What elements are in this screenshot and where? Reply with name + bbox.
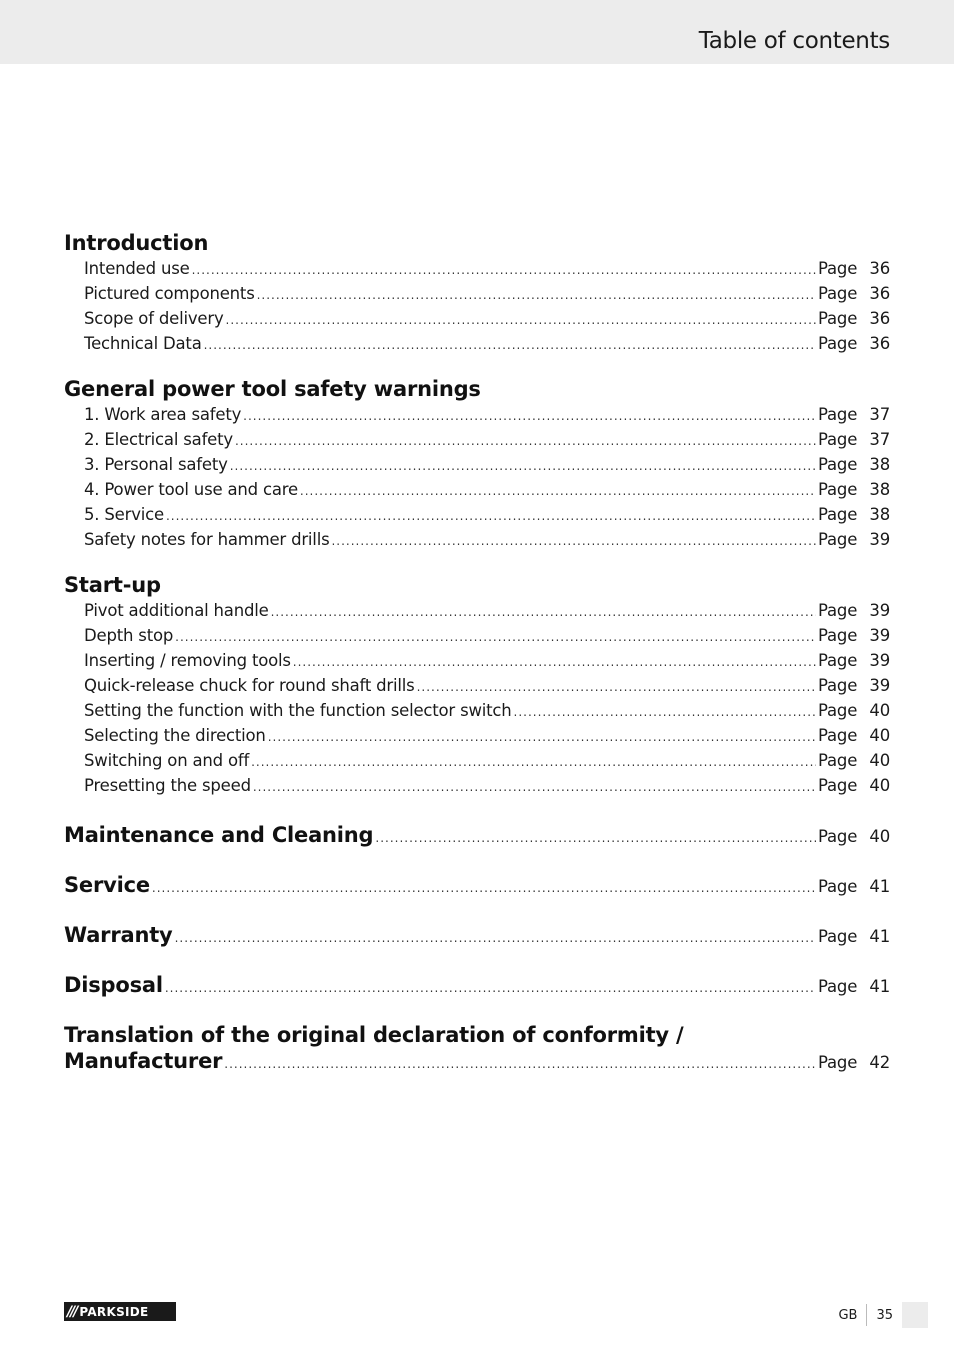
dot-leader	[175, 913, 816, 963]
toc-entry-maintenance[interactable]	[64, 810, 890, 860]
spacer	[64, 552, 890, 572]
page-ref: Page 41	[818, 877, 890, 896]
page-ref: Page 41	[818, 977, 890, 996]
toc-entry-label: Service	[64, 873, 150, 897]
toc-entry[interactable]	[64, 256, 890, 281]
dot-leader	[251, 750, 816, 775]
toc-entry-label: Scope of delivery	[84, 309, 224, 328]
toc-entry[interactable]	[64, 306, 890, 331]
dot-leader	[300, 479, 816, 504]
dot-leader	[375, 813, 816, 863]
page-ref: Page 38	[818, 505, 890, 524]
toc-entry-label-line2: Manufacturer	[64, 1049, 223, 1073]
dot-leader	[226, 308, 816, 333]
page-title: Table of contents	[698, 28, 890, 54]
toc-entry[interactable]	[64, 527, 890, 552]
dot-leader	[417, 675, 816, 700]
toc-entry[interactable]	[64, 648, 890, 673]
toc-entry-label: Setting the function with the function selector switch	[84, 701, 512, 720]
page-ref: Page 39	[818, 676, 890, 695]
toc-entry-disposal[interactable]	[64, 960, 890, 1010]
toc-entry[interactable]	[64, 598, 890, 623]
toc-entry-label-line1: Translation of the original declaration of conformity /	[64, 1023, 684, 1047]
toc-entry[interactable]	[64, 477, 890, 502]
toc-entry-label: Inserting / removing tools	[84, 651, 291, 670]
page-ref: Page 40	[818, 827, 890, 846]
parkside-logo	[64, 1302, 176, 1321]
dot-leader	[175, 625, 816, 650]
page-ref: Page 38	[818, 455, 890, 474]
dot-leader	[243, 404, 816, 429]
toc-entry-label: Switching on and off	[84, 751, 250, 770]
page-ref: Page 38	[818, 480, 890, 499]
toc-entry[interactable]	[64, 402, 890, 427]
dot-leader	[514, 700, 816, 725]
page-ref: Page 40	[818, 751, 890, 770]
dot-leader	[204, 333, 816, 358]
toc-entry[interactable]	[64, 427, 890, 452]
toc-entry-label: 2. Electrical safety	[84, 430, 233, 449]
toc-section-safety	[64, 376, 890, 552]
page-ref: Page 39	[818, 601, 890, 620]
page-ref: Page 36	[818, 309, 890, 328]
toc-entry-label: Intended use	[84, 259, 190, 278]
toc-entry[interactable]	[64, 331, 890, 356]
page-ref: Page 39	[818, 530, 890, 549]
toc-section-startup	[64, 572, 890, 798]
language-code: GB	[838, 1307, 858, 1323]
toc-entry-label: Maintenance and Cleaning	[64, 823, 374, 847]
toc-entry-service[interactable]	[64, 860, 890, 910]
dot-leader	[331, 529, 816, 554]
toc-entry-label: Warranty	[64, 923, 173, 947]
toc-entry-label: Pictured components	[84, 284, 255, 303]
toc-entry[interactable]	[64, 502, 890, 527]
footer-page-info	[838, 1302, 928, 1328]
page-ref: Page 41	[818, 927, 890, 946]
dot-leader	[165, 963, 816, 1013]
page-ref: Page 36	[818, 334, 890, 353]
toc-entry-label: Disposal	[64, 973, 163, 997]
toc-entry[interactable]	[64, 452, 890, 477]
page-ref: Page 40	[818, 776, 890, 795]
dot-leader	[268, 725, 816, 750]
header-bar	[0, 0, 954, 64]
dot-leader	[166, 504, 816, 529]
dot-leader	[293, 650, 816, 675]
toc-entry-label: Safety notes for hammer drills	[84, 530, 330, 549]
toc-entry[interactable]	[64, 623, 890, 648]
toc-entry-label: Technical Data	[84, 334, 202, 353]
toc-entry-warranty[interactable]	[64, 910, 890, 960]
toc-entry-label: Pivot additional handle	[84, 601, 269, 620]
dot-leader	[235, 429, 816, 454]
toc-entry-label: 5. Service	[84, 505, 164, 524]
page-number: 35	[876, 1307, 893, 1323]
toc-entry-label: Quick-release chuck for round shaft drills	[84, 676, 415, 695]
page-ref: Page 42	[818, 1053, 890, 1072]
logo-brand: PARKSIDE	[79, 1304, 149, 1319]
table-of-contents	[64, 230, 890, 1074]
logo-slashes: ///	[67, 1303, 77, 1320]
toc-entry-label: Presetting the speed	[84, 776, 251, 795]
toc-entry-label: 4. Power tool use and care	[84, 480, 298, 499]
toc-entry-label: Depth stop	[84, 626, 174, 645]
toc-entry-declaration-line2	[64, 1048, 890, 1074]
toc-entry[interactable]	[64, 748, 890, 773]
page-tab-marker	[902, 1302, 928, 1328]
page-ref: Page 37	[818, 430, 890, 449]
dot-leader	[224, 1051, 816, 1077]
page-ref: Page 40	[818, 701, 890, 720]
dot-leader	[271, 600, 816, 625]
toc-entry[interactable]	[64, 673, 890, 698]
toc-entry-declaration[interactable]	[64, 1022, 890, 1074]
toc-entry[interactable]	[64, 723, 890, 748]
dot-leader	[257, 283, 816, 308]
dot-leader	[192, 258, 816, 283]
toc-section-introduction	[64, 230, 890, 356]
spacer	[64, 356, 890, 376]
page-ref: Page 36	[818, 259, 890, 278]
toc-entry[interactable]	[64, 281, 890, 306]
toc-entry-label: 1. Work area safety	[84, 405, 242, 424]
dot-leader	[253, 775, 816, 800]
page-ref: Page 39	[818, 651, 890, 670]
section-heading[interactable]: Start-up	[64, 573, 161, 597]
page-ref: Page 37	[818, 405, 890, 424]
page-ref: Page 40	[818, 726, 890, 745]
section-heading[interactable]: Introduction	[64, 231, 209, 255]
toc-entry[interactable]	[64, 773, 890, 798]
dot-leader	[152, 863, 816, 913]
page-ref: Page 36	[818, 284, 890, 303]
toc-entry-label: Selecting the direction	[84, 726, 266, 745]
toc-entry-label: 3. Personal safety	[84, 455, 228, 474]
section-heading[interactable]: General power tool safety warnings	[64, 377, 481, 401]
page-ref: Page 39	[818, 626, 890, 645]
toc-entry[interactable]	[64, 698, 890, 723]
dot-leader	[230, 454, 816, 479]
